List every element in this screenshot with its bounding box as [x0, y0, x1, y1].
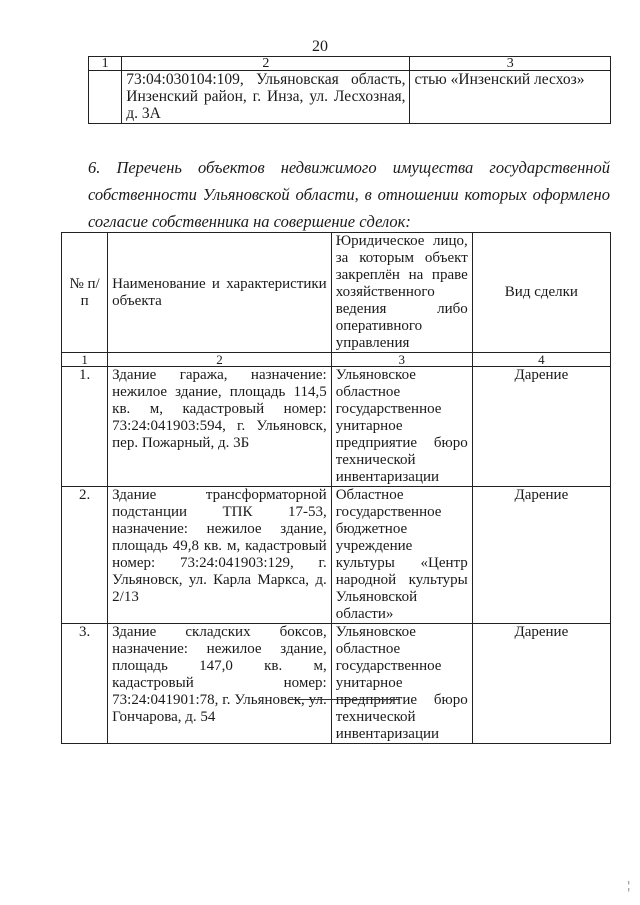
- table-row: [62, 367, 611, 487]
- table-header-row: [62, 233, 611, 353]
- row-number: 2.: [62, 487, 108, 624]
- holder-cell: стью «Инзенский лесхоз»: [410, 71, 611, 124]
- deal-type-cell: Дарение: [472, 487, 610, 624]
- column-number: 3: [331, 353, 472, 367]
- holder-cell: Ульяновское областное государственное унитарное предприятие бюро технической инвентаризации: [331, 624, 472, 744]
- column-number: 1: [89, 57, 122, 71]
- object-description-cell: 73:04:030104:109, Ульяновская область, Инзенский район, г. Инза, ул. Лесхозная, д. 3А: [122, 71, 410, 124]
- deal-type-cell: Дарение: [472, 367, 610, 487]
- column-number: 3: [410, 57, 611, 71]
- table-row: [62, 487, 611, 624]
- header-number: № п/п: [62, 233, 108, 353]
- column-numbers-row: [62, 353, 611, 367]
- deal-type-cell: Дарение: [472, 624, 610, 744]
- holder-cell: Областное государственное бюджетное учреждение культуры «Центр народной культуры Ульяновской области»: [331, 487, 472, 624]
- page-corner-mark: ¦: [627, 878, 630, 892]
- column-number: 4: [472, 353, 610, 367]
- table-row: [89, 71, 611, 124]
- header-holder: Юридическое лицо, за которым объект закреплён на праве хозяйственного ведения либо оперативного управления: [331, 233, 472, 353]
- table-cell: [89, 71, 122, 124]
- page-number: 20: [312, 38, 328, 55]
- header-deal-type: Вид сделки: [472, 233, 610, 353]
- object-name-cell: Здание трансформаторной подстанции ТПК 17-53, назначение: нежилое здание, площадь 49,8 кв. м, кадастровый номер: 73:24:041903:129, г. Ульяновск, ул. Карла Маркса, д. 2/13: [108, 487, 332, 624]
- holder-cell: Ульяновское областное государственное унитарное предприятие бюро технической инвентаризации: [331, 367, 472, 487]
- object-name-cell: Здание гаража, назначение: нежилое здание, площадь 114,5 кв. м, кадастровый номер: 73:24:041903:594, г. Ульяновск, пер. Пожарный, д. 3Б: [108, 367, 332, 487]
- header-name: Наименование и характеристики объекта: [108, 233, 332, 353]
- object-name-cell: Здание складских боксов, назначение: нежилое здание, площадь 147,0 кв. м, кадастровый номер: 73:24:041901:78, г. Ульяновск, ул. Гончарова, д. 54: [108, 624, 332, 744]
- column-number: 2: [108, 353, 332, 367]
- objects-table: [61, 232, 611, 744]
- section-heading-paragraph: 6. Перечень объектов недвижимого имущества государственной собственности Ульяновской области, в отношении которых оформлено согласие собственника на совершение сделок:: [88, 158, 610, 231]
- table-header-row: [89, 57, 611, 71]
- continued-table: [88, 56, 611, 124]
- row-number: 3.: [62, 624, 108, 744]
- column-number: 1: [62, 353, 108, 367]
- column-number: 2: [122, 57, 410, 71]
- table-row: [62, 624, 611, 744]
- row-number: 1.: [62, 367, 108, 487]
- closing-divider-line: [288, 699, 400, 700]
